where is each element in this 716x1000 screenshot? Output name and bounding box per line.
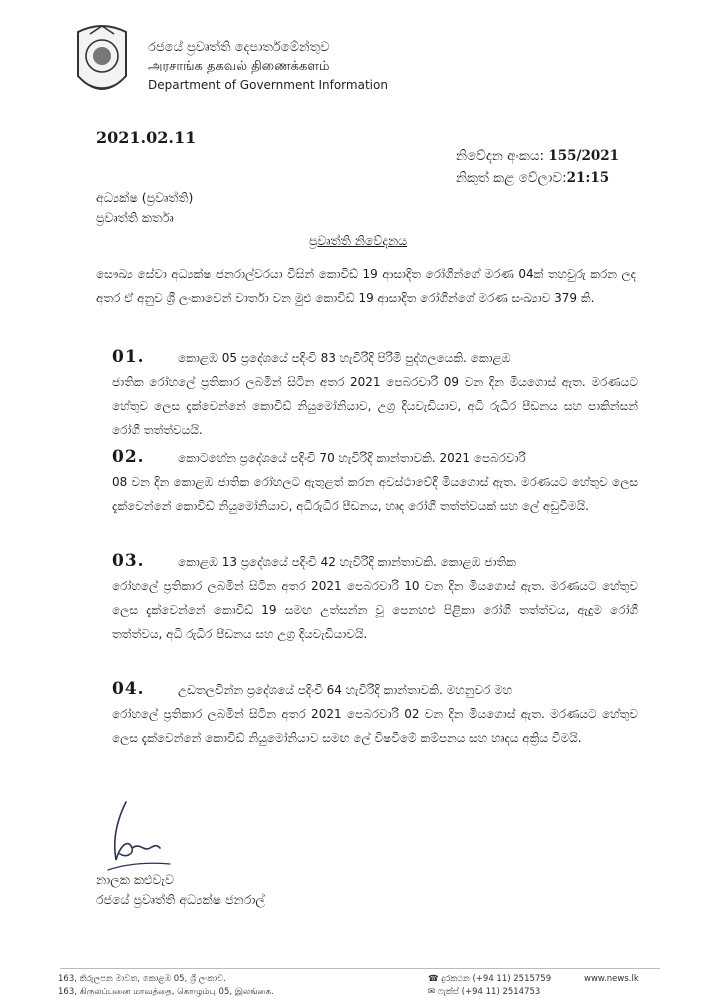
footer-phone [428, 974, 551, 984]
item-text: 08 වන දින කොළඹ ජාතික රෝහලට ඇතුළත් කරන අවස්ථාවේදී මියගොස් ඇත. මරණයට හේතුව ලෙස දැක්වෙන්නේ කොවිඩ් නියුමෝනියාව, අධිරුධිර පීඩනය, හෘද රෝගී තත්ත්වයක් සහ ලේ අඩුවීමයි. [112, 475, 638, 513]
fax-icon: ✉ [428, 987, 436, 997]
heading-text: ප්‍රවෘත්ති නිවේදනය [308, 233, 408, 248]
item-text: රෝහලේ ප්‍රතිකාර ලබමින් සිටින අතර 2021 පෙබරවාරි 10 වන දින මියගොස් ඇත. මරණයට හේතුව ලෙස දැක්වෙන්නේ කොවිඩ් 19 සමඟ උත්සන්න වූ පෙනහළු පිළිකා රෝගී තත්ත්වය, ඇදුම රෝගී තත්ත්වය, අධි රුධිර පීඩනය සහ උග්‍ර දියවැඩියාවයි. [112, 579, 638, 641]
document-date: 2021.02.11 [96, 128, 197, 147]
document-heading [0, 233, 716, 249]
release-number: 155/2021 [548, 148, 620, 164]
item-number: 02. [112, 447, 145, 467]
intro-paragraph: සෞඛ්‍ය සේවා අධ්‍යක්ෂ ජනරාල්වරයා විසින් කොවිඩ් 19 ආසාදිත රෝගීන්ගේ මරණ 04ක් තහවුරු කරන ලද අතර ඒ අනුව ශ්‍රී ලංකාවෙන් වාර්තා වන මුළු කොවිඩ් 19 ආසාදිත රෝගීන්ගේ මරණ සංඛ්‍යාව 379 කි. [96, 267, 636, 305]
footer-address-sinhala: 163, කිරුලපන මාවත, කොළඹ 05, ශ්‍රී ලංකාව. [58, 974, 226, 984]
item-first-line: කොටහේන ප්‍රදේශයේ පදිංචි 70 හැවිරිදි කාන්තාවකි. 2021 පෙබරවාරි [178, 451, 526, 465]
release-number-line [456, 148, 619, 164]
footer-fax [428, 987, 540, 997]
release-number-label: නිවේදන අංකය: [456, 148, 545, 164]
footer-website[interactable]: www.news.lk [584, 974, 639, 984]
government-emblem-icon [70, 22, 134, 102]
sender-role: ප්‍රවෘත්ති කර්තෘ [96, 210, 174, 225]
org-name-sinhala: රජයේ ප්‍රවෘත්ති දෙපාර්තමේන්තුව [148, 40, 330, 55]
release-time-line [456, 170, 609, 186]
phone-number: (+94 11) 2515759 [472, 974, 552, 984]
phone-label: දුරකථන [441, 974, 470, 984]
item-number: 04. [112, 679, 145, 699]
item-text: ජාතික රෝහලේ ප්‍රතිකාර ලබමින් සිටින අතර 2021 පෙබරවාරි 09 වන දින මියගොස් ඇත. මරණයට හේතුව ලෙස දැක්වෙන්නේ කොවිඩ් නියුමෝනියාව, උග්‍ර දියවැඩියාව, අධි රුධිර පීඩනය සහ පාකින්සන් රෝගී තත්ත්වයයි. [112, 375, 638, 437]
item-text: රෝහලේ ප්‍රතිකාර ලබමින් සිටින අතර 2021 පෙබරවාරි 02 වන දින මියගොස් ඇත. මරණයට හේතුව ලෙස දැක්වෙන්නේ කොවිඩ් නියුමෝනියාව සමඟ ලේ විෂවීමේ කම්පනය සහ හෘදය අක්‍රිය වීමයි. [112, 707, 638, 745]
item-first-line: කොළඹ 05 ප්‍රදේශයේ පදිංචි 83 හැවිරිදි පිරිමි පුද්ගලයෙකි. කොළඹ [178, 351, 511, 365]
phone-icon: ☎ [428, 974, 439, 984]
item-first-line: උඩතලවින්න ප්‍රදේශයේ පදිංචි 64 හැවිරිදි කාන්තාවකි. මහනුවර මහ [178, 683, 513, 697]
signatory-title: රජයේ ප්‍රවෘත්ති අධ්‍යක්ෂ ජනරාල් [96, 892, 265, 907]
release-time-label: නිකුත් කළ වේලාව: [456, 170, 567, 186]
footer-divider [60, 968, 660, 969]
signatory-name: නාලක කළුවැව [96, 872, 174, 887]
handwritten-signature [96, 798, 186, 878]
release-time: 21:15 [566, 170, 610, 186]
fax-label: ෆැක්ස් [437, 987, 459, 997]
item-number: 01. [112, 347, 145, 367]
fax-number: (+94 11) 2514753 [461, 987, 541, 997]
item-first-line: කොළඹ 13 ප්‍රදේශයේ පදිංචි 42 හැවිරිදි කාන්තාවකි. කොළඹ ජාතික [178, 555, 516, 569]
footer-address-tamil: 163, கிருலப்பனை மாவத்தை, கொழும்பு 05, இலங்கை. [58, 987, 274, 997]
sender-title: අධ්‍යක්ෂ (ප්‍රවෘත්ති) [96, 190, 194, 205]
item-number: 03. [112, 551, 145, 571]
org-name-tamil: அரசாங்க தகவல் திணைக்களம் [148, 59, 330, 74]
org-name-english: Department of Government Information [148, 78, 388, 92]
